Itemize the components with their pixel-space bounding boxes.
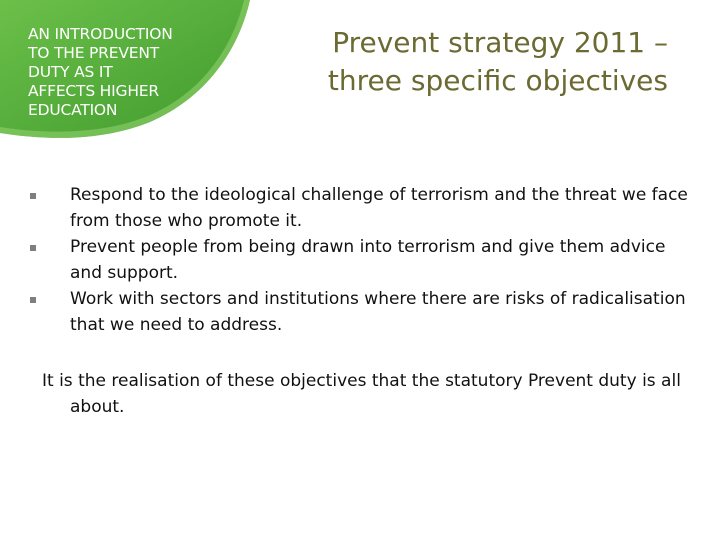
list-item bbox=[30, 183, 690, 234]
square-bullet-icon bbox=[30, 245, 36, 251]
slide-title bbox=[262, 24, 712, 100]
closing-paragraph: It is the realisation of these objectives that the statutory Prevent duty is all about. bbox=[42, 371, 681, 417]
course-badge-text bbox=[28, 25, 218, 120]
list-item-text: Prevent people from being drawn into terrorism and give them advice and support. bbox=[70, 237, 666, 283]
badge-line: DUTY AS IT bbox=[28, 63, 113, 81]
badge-line: EDUCATION bbox=[28, 101, 118, 119]
square-bullet-icon bbox=[30, 297, 36, 303]
list-item bbox=[30, 235, 690, 286]
objectives-list bbox=[30, 183, 690, 339]
square-bullet-icon bbox=[30, 193, 36, 199]
list-item-text: Work with sectors and institutions where there are risks of radicalisation that we need to address. bbox=[70, 289, 686, 335]
list-item bbox=[30, 287, 690, 338]
title-line: three specific objectives bbox=[327, 64, 668, 97]
title-line: Prevent strategy 2011 – bbox=[332, 26, 668, 59]
badge-line: TO THE PREVENT bbox=[28, 44, 160, 62]
badge-line: AN INTRODUCTION bbox=[28, 25, 173, 43]
badge-line: AFFECTS HIGHER bbox=[28, 82, 159, 100]
list-item-text: Respond to the ideological challenge of terrorism and the threat we face from those who promote it. bbox=[70, 185, 688, 231]
green-corner-banner bbox=[0, 0, 250, 140]
